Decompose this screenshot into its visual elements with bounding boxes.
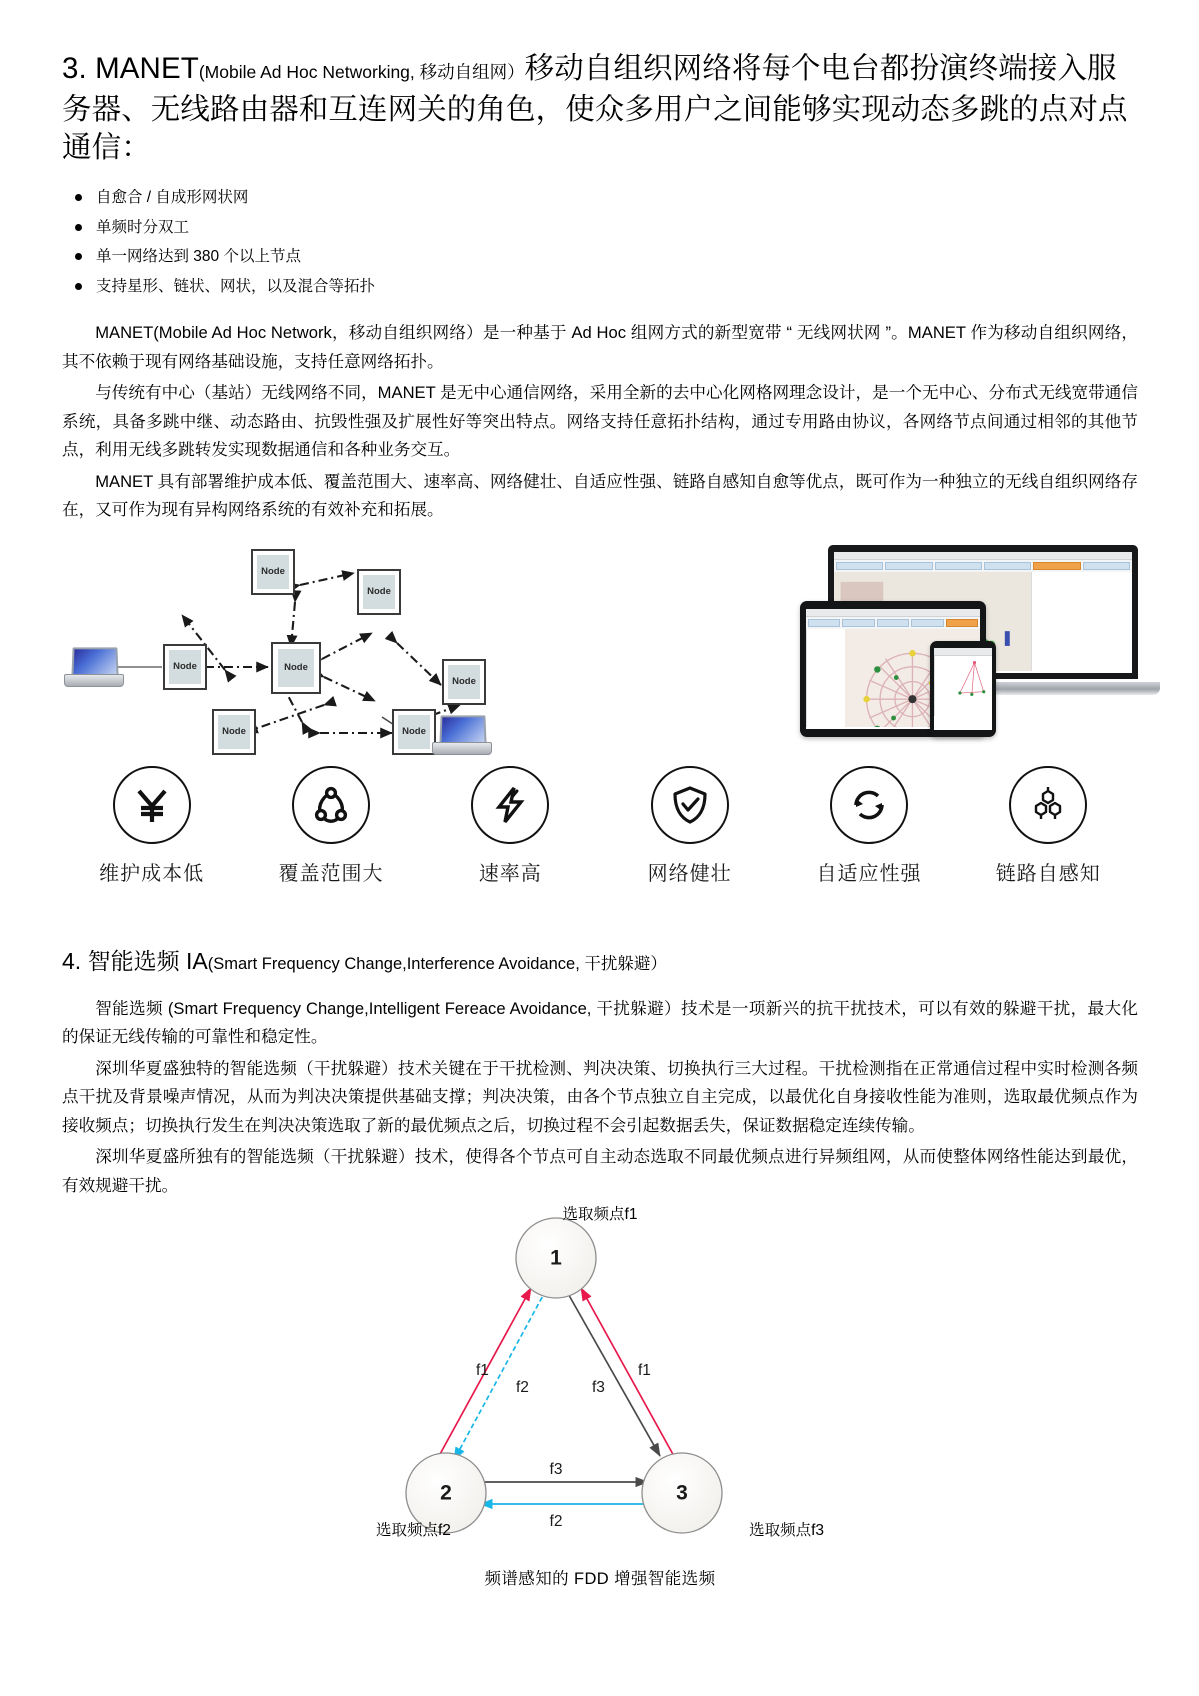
- feature-item-link-sense: [959, 766, 1138, 887]
- app-tab: [842, 619, 874, 627]
- app-body: [934, 656, 992, 716]
- browser-chrome-bar: [834, 552, 1132, 560]
- node-box: [271, 642, 321, 694]
- node-box-label: Node: [257, 555, 289, 589]
- list-item: [62, 272, 1138, 302]
- phone-device-photo: [930, 641, 996, 737]
- feature-label: 覆盖范围大: [278, 862, 384, 885]
- node-box: [163, 644, 207, 690]
- section-3-paragraph-2: 与传统有中心（基站）无线网络不同，MANET 是无中心通信网络，采用全新的去中心化网格网理念设计，是一个无中心、分布式无线宽带通信系统，具备多跳中继、动态路由、抗毁性强及扩展性好等突出特点。网络支持任意拓扑结构，通过专用路由协议，各网络节点间通过相邻的其他节点，利用无线多跳转发实现数据通信和各种业务交互。: [62, 383, 1138, 459]
- bullet-text: 单一网络达到 380 个以上节点: [96, 248, 301, 265]
- hexagon-mesh-icon: [1009, 766, 1087, 844]
- section-3-heading: [62, 50, 1138, 167]
- feature-label: 自适应性强: [816, 862, 922, 885]
- section-3-title-paren: (Mobile Ad Hoc Networking, 移动自组网）: [198, 62, 525, 82]
- lightning-icon: [471, 766, 549, 844]
- feature-item-cost: [62, 766, 241, 887]
- app-tab: [877, 619, 909, 627]
- node-box: [442, 659, 486, 705]
- app-tab-strip: [834, 560, 1132, 572]
- app-tab: [984, 562, 1031, 570]
- coverage-icon: [292, 766, 370, 844]
- section-3-number: 3.: [62, 52, 87, 85]
- filter-panel: [806, 629, 845, 727]
- feature-label: 链路自感知: [995, 862, 1101, 885]
- app-tab: [836, 562, 883, 570]
- feature-item-adaptive: [779, 766, 958, 887]
- section-4-title-paren: (Smart Frequency Change,Interference Avoidance, 干扰躲避）: [207, 954, 667, 973]
- laptop-base: [64, 674, 124, 687]
- section-4-number: 4.: [62, 947, 82, 974]
- figure-node-caption-1: 选取频点f1: [562, 1206, 638, 1223]
- node-box-label: Node: [363, 575, 395, 609]
- node-box: [212, 709, 256, 755]
- laptop-screen: [71, 647, 118, 676]
- bullet-dot-icon: [75, 283, 82, 290]
- list-item: [62, 213, 1138, 243]
- list-item: [62, 183, 1138, 213]
- node-box-label: Node: [398, 715, 430, 749]
- manet-feature-bullets: [62, 183, 1138, 301]
- bullet-dot-icon: [75, 194, 82, 201]
- filter-panel: [934, 656, 952, 716]
- content-column: [62, 0, 1138, 1592]
- laptop-icon-left: [64, 647, 122, 687]
- bullet-dot-icon: [75, 253, 82, 260]
- figure-edge-label-right-inner: f3: [592, 1379, 605, 1396]
- app-tab-active: [1033, 562, 1080, 570]
- bullet-text: 自愈合 / 自成形网状网: [96, 189, 249, 206]
- figure-node-id-1: 1: [550, 1246, 562, 1270]
- app-tab: [935, 562, 982, 570]
- bullet-text: 支持星形、链状、网状，以及混合等拓扑: [96, 277, 376, 295]
- section-4-heading: [62, 945, 1138, 980]
- section-4-paragraph-2: 深圳华夏盛独特的智能选频（干扰躲避）技术关键在于干扰检测、判决决策、切换执行三大过程。干扰检测指在正常通信过程中实时检测各频点干扰及背景噪声情况，从而为判决决策提供基础支撑；判决决策，由各个节点独立自主完成，以最优化自身接收性能为准则，选取最优频点作为接收频点；切换执行发生在判决决策选取了新的最优频点之后，切换过程不会引起数据丢失，保证数据稳定连续传输。: [62, 1058, 1138, 1135]
- section-4-paragraph-1: 智能选频 (Smart Frequency Change,Intelligent Fereace Avoidance, 干扰躲避）技术是一项新兴的抗干扰技术，可以有效的躲避干扰，最大化的保证无线传输的可靠性和稳定性。: [62, 998, 1138, 1046]
- app-tab: [808, 619, 840, 627]
- laptop-screen: [439, 715, 486, 744]
- laptop-base: [432, 742, 492, 755]
- bullet-dot-icon: [75, 224, 82, 231]
- section-4-title-latin: IA: [185, 947, 208, 974]
- feature-label: 网络健壮: [647, 862, 732, 885]
- manet-illustration: [62, 537, 1138, 752]
- shield-check-icon: [651, 766, 729, 844]
- figure-node-caption-2: 选取频点f2: [376, 1522, 451, 1539]
- figure-edge-label-right-outer: f1: [638, 1362, 651, 1379]
- feature-label: 速率高: [478, 862, 542, 885]
- figure-node-id-3: 3: [676, 1481, 688, 1505]
- node-box: [251, 549, 295, 595]
- details-panel: [1031, 572, 1132, 671]
- feature-item-robust: [600, 766, 779, 887]
- refresh-icon: [830, 766, 908, 844]
- phone-screen-content: [934, 648, 992, 730]
- section-3-paragraph-1: MANET(Mobile Ad Hoc Network，移动自组织网络）是一种基于 Ad Hoc 组网方式的新型宽带 “ 无线网状网 ”。MANET 作为移动自组织网络，其不依赖于现有网络基础设施，支持任意网络拓扑。: [62, 323, 1138, 371]
- section-3-paragraph-3: MANET 具有部署维护成本低、覆盖范围大、速率高、网络健壮、自适应性强、链路自感知自愈等优点，既可作为一种独立的无线自组织网络存在，又可作为现有异构网络系统的有效补充和拓展。: [62, 471, 1138, 519]
- feature-item-coverage: [241, 766, 420, 887]
- node-box-label: Node: [218, 715, 250, 749]
- list-item: [62, 242, 1138, 272]
- frequency-triangle-diagram: [370, 1210, 830, 1540]
- figure-node-caption-3: 选取频点f3: [749, 1522, 824, 1539]
- section-3-title-rest: 移动自组织网络将每个电台都扮演终端接入服务器、无线路由器和互连网关的角色，使众多用户之间能够实现动态多跳的点对点通信：: [62, 52, 1128, 164]
- app-tab-active: [946, 619, 978, 627]
- frequency-selection-figure: [62, 1206, 1138, 1592]
- device-photo-collage: [760, 545, 1138, 737]
- node-box-label: Node: [169, 650, 201, 684]
- figure-caption: 频谱感知的 FDD 增强智能选频: [484, 1570, 716, 1588]
- phone-mesh-overlay: [952, 656, 992, 709]
- app-tab: [1083, 562, 1130, 570]
- browser-chrome-bar: [806, 609, 980, 617]
- node-box-label: Node: [278, 649, 314, 687]
- figure-node-id-2: 2: [440, 1481, 452, 1505]
- section-4-title-cn: 智能选频: [87, 947, 180, 974]
- figure-edge-label-left-outer: f1: [476, 1362, 489, 1379]
- yen-icon: [113, 766, 191, 844]
- node-box: [357, 569, 401, 615]
- app-tab-strip: [806, 617, 980, 629]
- section-4-paragraph-3: 深圳华夏盛所独有的智能选频（干扰躲避）技术，使得各个节点可自主动态选取不同最优频点进行异频组网，从而使整体网络性能达到最优，有效规避干扰。: [62, 1147, 1138, 1195]
- node-mesh-diagram: [62, 537, 662, 752]
- section-3-title-latin: MANET: [95, 52, 199, 85]
- figure-edge-label-bottom-bottom: f2: [549, 1513, 563, 1530]
- figure-edge-label-bottom-top: f3: [549, 1461, 563, 1478]
- feature-label: 维护成本低: [99, 862, 205, 885]
- app-tab: [885, 562, 932, 570]
- feature-item-speed: [421, 766, 600, 887]
- browser-chrome-bar: [934, 648, 992, 656]
- phone-mesh-panel: [952, 656, 992, 716]
- feature-icon-row: [62, 766, 1138, 887]
- bullet-text: 单频时分双工: [96, 218, 190, 236]
- node-box: [392, 709, 436, 755]
- node-box-label: Node: [448, 665, 480, 699]
- figure-edge-label-left-inner: f2: [516, 1379, 529, 1396]
- app-tab: [911, 619, 943, 627]
- laptop-icon-right: [432, 715, 490, 755]
